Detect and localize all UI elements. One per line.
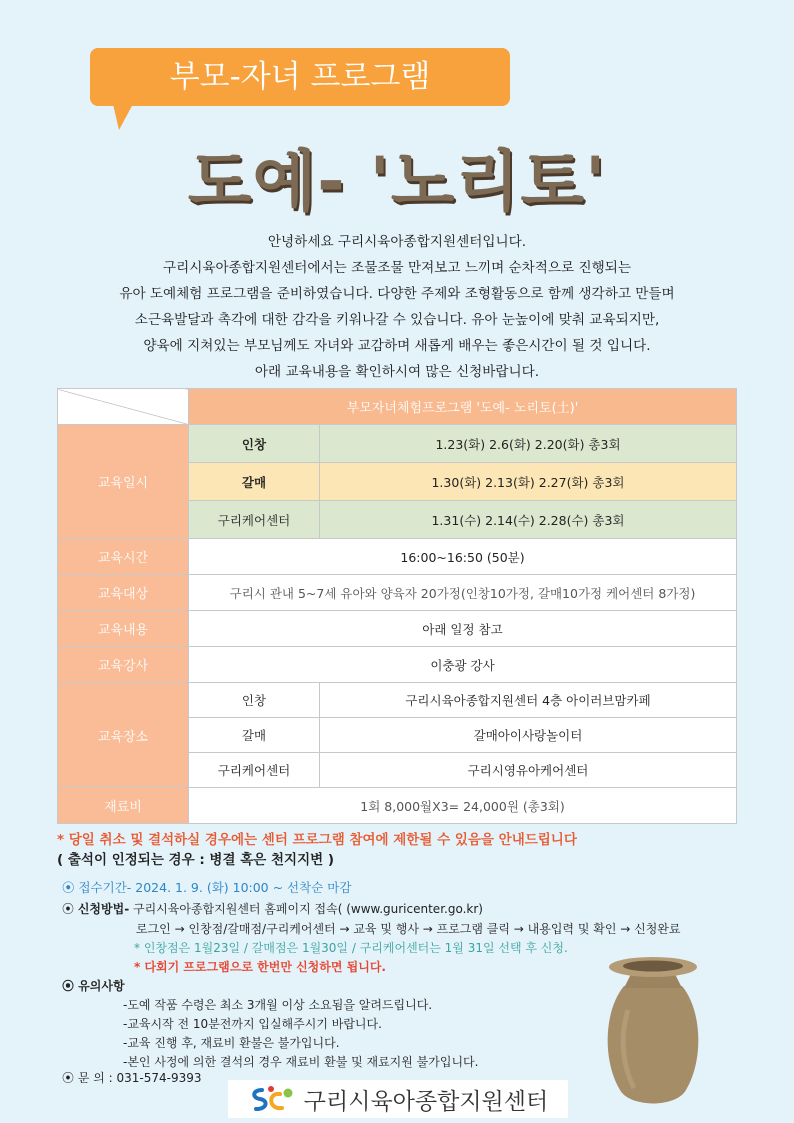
venue-carecenter: 구리시영유아케어센터	[320, 753, 737, 788]
fee-value: 1회 8,000월X3= 24,000원 (총3회)	[189, 788, 737, 824]
pot-icon	[598, 950, 708, 1120]
venue-place-carecenter: 구리케어센터	[189, 753, 320, 788]
caution-list	[123, 996, 478, 1072]
instructor-value: 이충광 강사	[189, 647, 737, 683]
schedule-dates-galmae: 1.30(화) 2.13(화) 2.27(화) 총3회	[320, 463, 737, 501]
intro-line: 구리시육아종합지원센터에서는 조물조물 만져보고 느끼며 순차적으로 진행되는	[162, 260, 632, 276]
program-info-table	[57, 388, 737, 824]
org-name: 구리시육아종합지원센터	[303, 1088, 549, 1115]
page-title: 도예- '노리토'	[187, 143, 607, 220]
content-value: 아래 일정 참고	[189, 611, 737, 647]
venue-place-inchang: 인창	[189, 683, 320, 718]
method-text: 구리시육아종합지원센터 홈페이지 접속( (www.guricenter.go.kr)	[129, 902, 483, 916]
application-period: ⦿ 접수기간- 2024. 1. 9. (화) 10:00 ~ 선착순 마감	[62, 880, 352, 895]
application-steps: 로그인 → 인창점/갈매점/구리케어센터 → 교육 및 행사 → 프로그램 클릭 → 내용입력 및 확인 → 신청완료	[136, 922, 681, 936]
time-value: 16:00~16:50 (50분)	[189, 539, 737, 575]
caution-label: ⦿ 유의사항	[62, 979, 125, 993]
intro-line: 양육에 지쳐있는 부모님께도 자녀와 교감하며 새롭게 배우는 좋은시간이 될 것 입니다.	[143, 338, 651, 354]
caution-item: -도예 작품 수령은 최소 3개월 이상 소요됨을 알려드립니다.	[123, 998, 433, 1012]
schedule-place-galmae: 갈매	[189, 463, 320, 501]
venue-galmae: 갈매아이사랑놀이터	[320, 718, 737, 753]
subtitle-banner	[90, 48, 510, 106]
cancel-notice: * 당일 취소 및 결석하실 경우에는 센터 프로그램 참여에 제한될 수 있음을 안내드립니다	[57, 832, 577, 848]
content-label: 교육내용	[58, 611, 189, 647]
application-method: ⦿ 신청방법- 구리시육아종합지원센터 홈페이지 접속( (www.guricenter.go.kr)	[62, 902, 483, 916]
date-note: * 인창점은 1월23일 / 갈매점은 1월30일 / 구리케어센터는 1월 31일 선택 후 신청.	[134, 941, 568, 955]
venue-place-galmae: 갈매	[189, 718, 320, 753]
intro-line: 안녕하세요 구리시육아종합지원센터입니다.	[267, 234, 527, 250]
notice-block	[57, 830, 577, 870]
intro-line: 유아 도예체험 프로그램을 준비하였습니다. 다양한 주제와 조형활동으로 함께 생각하고 만들며	[119, 286, 675, 302]
method-label: 신청방법-	[77, 902, 130, 916]
schedule-dates-inchang: 1.23(화) 2.6(화) 2.20(화) 총3회	[320, 425, 737, 463]
org-logo	[228, 1080, 568, 1118]
target-value: 구리시 관내 5~7세 유아와 양육자 20가정(인창10가정, 갈매10가정 케어센터 8가정)	[189, 575, 737, 611]
intro-line: 소근육발달과 촉각에 대한 감각을 키워나갈 수 있습니다. 유아 눈높이에 맞춰 교육되지만,	[134, 312, 660, 328]
table-header: 부모자녀체험프로그램 '도예- 노리토(土)'	[189, 389, 737, 425]
fee-label: 재료비	[58, 788, 189, 824]
intro-line: 아래 교육내용을 확인하시여 많은 신청바랍니다.	[254, 364, 540, 380]
caution-item: -교육 진행 후, 재료비 환불은 불가입니다.	[123, 1036, 340, 1050]
time-label: 교육시간	[58, 539, 189, 575]
venue-inchang: 구리시육아종합지원센터 4층 아이러브맘카페	[320, 683, 737, 718]
table-corner-cell	[58, 389, 189, 425]
single-apply-note: * 다회기 프로그램으로 한번만 신청하면 됩니다.	[134, 960, 386, 974]
logo-icon	[248, 1084, 296, 1114]
caution-item: -교육시작 전 10분전까지 입실해주시기 바랍니다.	[123, 1017, 382, 1031]
intro-text	[0, 229, 794, 385]
schedule-place-inchang: 인창	[189, 425, 320, 463]
target-label: 교육대상	[58, 575, 189, 611]
schedule-place-carecenter: 구리케어센터	[189, 501, 320, 539]
instructor-label: 교육강사	[58, 647, 189, 683]
schedule-dates-carecenter: 1.31(수) 2.14(수) 2.28(수) 총3회	[320, 501, 737, 539]
caution-item: -본인 사정에 의한 결석의 경우 재료비 환불 및 재료지원 불가입니다.	[123, 1055, 479, 1069]
banner-tail	[113, 104, 133, 130]
contact-info: ⦿ 문 의 : 031-574-9393	[62, 1071, 202, 1085]
venue-label: 교육장소	[58, 683, 189, 788]
attendance-notice: ( 출석이 인정되는 경우 : 병결 혹은 천지지변 )	[57, 852, 335, 868]
schedule-label: 교육일시	[58, 425, 189, 539]
subtitle-text: 부모-자녀 프로그램	[169, 59, 431, 95]
